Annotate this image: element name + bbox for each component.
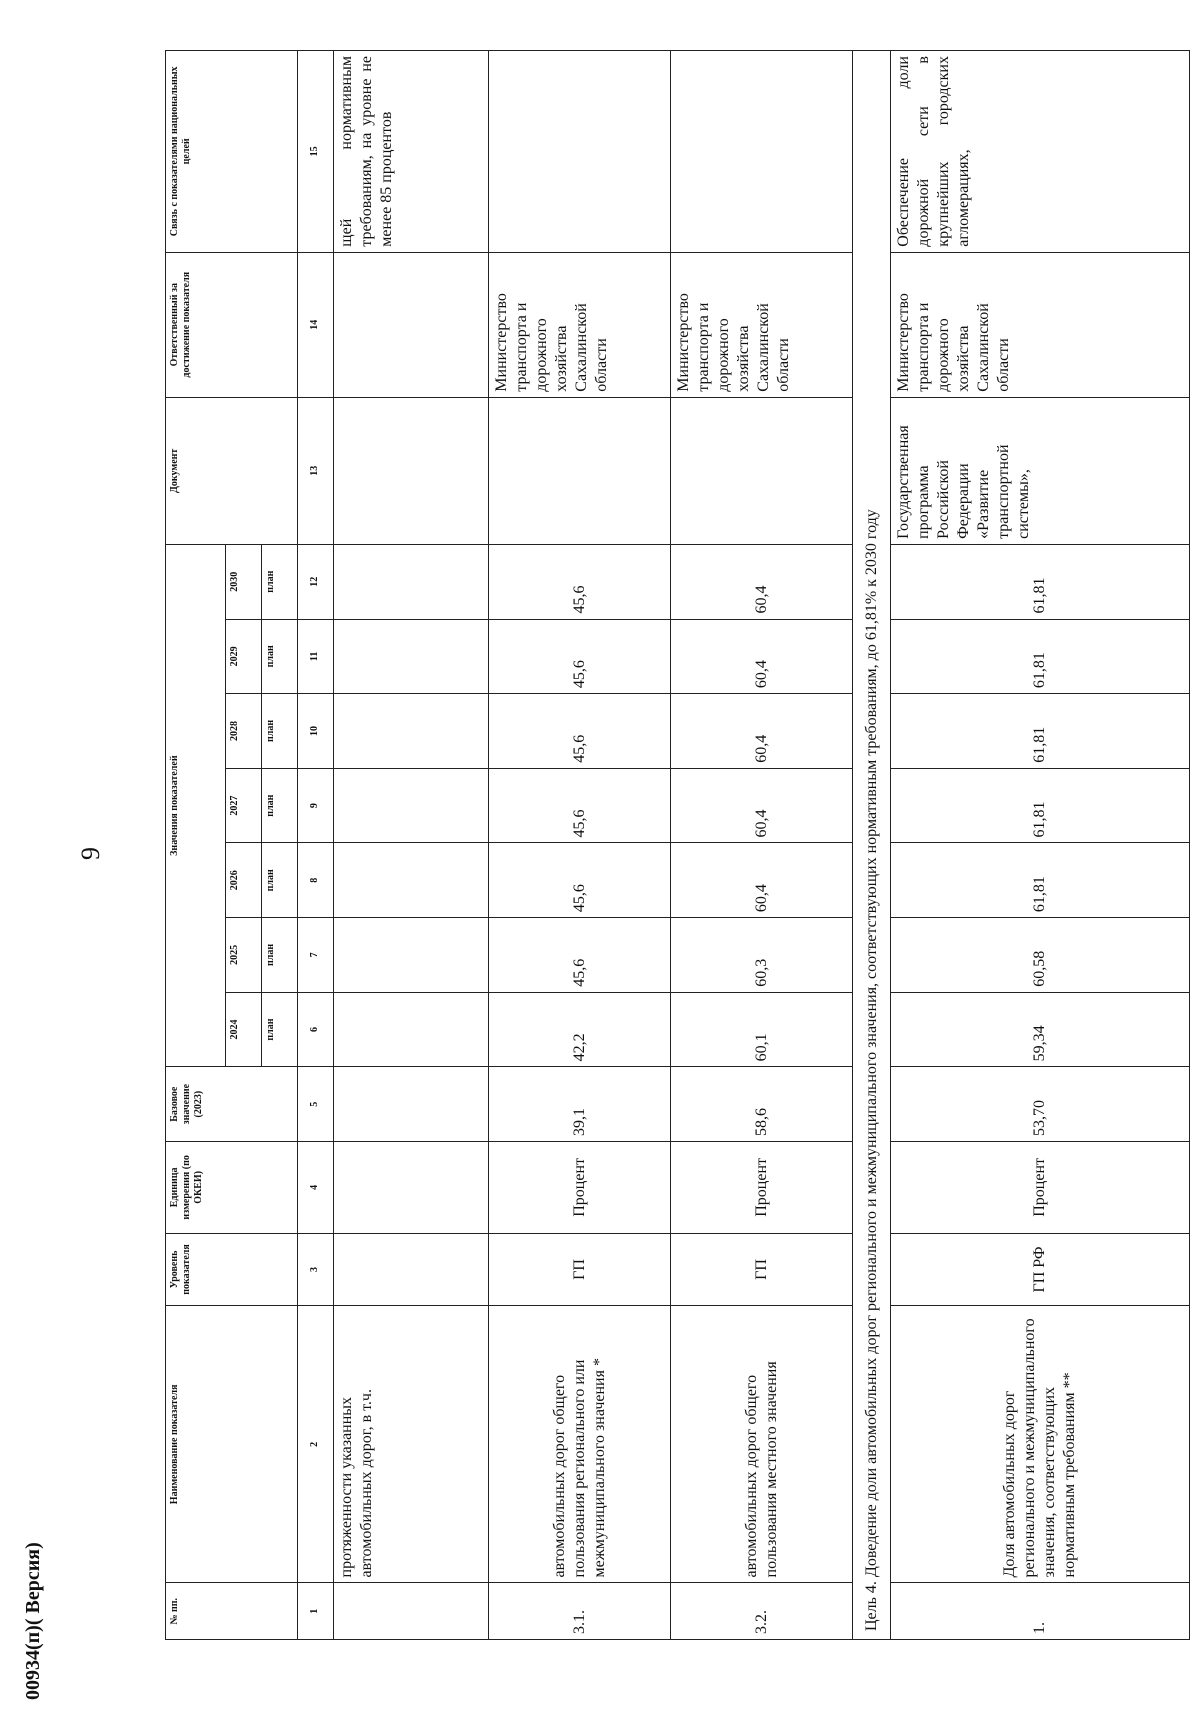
row-unit: Процент <box>891 1142 1190 1234</box>
row-value: 60,1 <box>671 992 853 1067</box>
row-link <box>489 51 671 253</box>
page-number: 9 <box>76 847 105 860</box>
row-value: 45,6 <box>489 694 671 769</box>
header-name: Наименование показателя <box>166 1306 298 1583</box>
row-document: Государственная программа Российской Федерации «Развитие транспортной системы», <box>891 397 1190 544</box>
row-num: 3.2. <box>671 1583 853 1640</box>
header-values: Значения показателей <box>166 544 226 1066</box>
row-name: автомобильных дорог общего пользования местного значения <box>671 1306 853 1583</box>
row-value <box>334 694 489 769</box>
column-number: 8 <box>298 843 334 918</box>
column-number: 10 <box>298 694 334 769</box>
year-header: 2024 <box>226 992 262 1067</box>
row-name: Доля автомобильных дорог регионального и межмуниципального значения, соответствующих нормативным требованиям ** <box>891 1306 1190 1583</box>
row-link: щей нормативным требованиям, на уровне не менее 85 процентов <box>334 51 489 253</box>
rotated-table-container <box>165 50 1190 1640</box>
row-value <box>334 768 489 843</box>
row-value: 60,4 <box>671 843 853 918</box>
row-value: 45,6 <box>489 918 671 993</box>
row-level: ГП <box>489 1233 671 1306</box>
header-link: Связь с показателями национальных целей <box>166 51 298 253</box>
row-value <box>334 992 489 1067</box>
row-num: 3.1. <box>489 1583 671 1640</box>
row-value <box>334 544 489 619</box>
column-number: 14 <box>298 252 334 397</box>
row-value: 59,34 <box>891 992 1190 1067</box>
row-document <box>671 397 853 544</box>
goal-4-title: Цель 4. Доведение доли автомобильных дорог регионального и межмуниципального значения, соответствующих нормативным требованиям, до 61,81% к 2030 году <box>853 51 891 1640</box>
row-value: 45,6 <box>489 768 671 843</box>
year-header: 2026 <box>226 843 262 918</box>
header-unit: Единица измерения (по ОКЕИ) <box>166 1142 298 1234</box>
year-header: 2030 <box>226 544 262 619</box>
plan-label: план <box>262 544 298 619</box>
plan-label: план <box>262 768 298 843</box>
row-value: 60,3 <box>671 918 853 993</box>
column-number: 7 <box>298 918 334 993</box>
row-name: автомобильных дорог общего пользования регионального или межмуниципального значения * <box>489 1306 671 1583</box>
row-responsible: Министерство транспорта и дорожного хозяйства Сахалинской области <box>489 252 671 397</box>
row-value: 60,4 <box>671 768 853 843</box>
column-number: 9 <box>298 768 334 843</box>
row-base: 58,6 <box>671 1067 853 1142</box>
indicators-table <box>165 50 1190 1640</box>
row-base <box>334 1067 489 1142</box>
row-unit: Процент <box>671 1142 853 1234</box>
table-row <box>489 51 671 1640</box>
row-base: 39,1 <box>489 1067 671 1142</box>
row-document <box>334 397 489 544</box>
column-number: 3 <box>298 1233 334 1306</box>
plan-label: план <box>262 619 298 694</box>
column-number: 5 <box>298 1067 334 1142</box>
column-number: 6 <box>298 992 334 1067</box>
plan-label: план <box>262 918 298 993</box>
row-value: 42,2 <box>489 992 671 1067</box>
row-value: 61,81 <box>891 544 1190 619</box>
row-link: Обеспечение доли дорожной сети в крупнейших городских агломерациях, <box>891 51 1190 253</box>
column-number: 11 <box>298 619 334 694</box>
column-number: 4 <box>298 1142 334 1234</box>
row-num <box>334 1583 489 1640</box>
row-num: 1. <box>891 1583 1190 1640</box>
row-value: 61,81 <box>891 843 1190 918</box>
table-row <box>671 51 853 1640</box>
row-unit: Процент <box>489 1142 671 1234</box>
row-responsible: Министерство транспорта и дорожного хозяйства Сахалинской области <box>671 252 853 397</box>
row-level: ГП РФ <box>891 1233 1190 1306</box>
row-value: 60,58 <box>891 918 1190 993</box>
column-number: 15 <box>298 51 334 253</box>
header-document: Документ <box>166 397 298 544</box>
table-row <box>334 51 489 1640</box>
column-number: 1 <box>298 1583 334 1640</box>
row-unit <box>334 1142 489 1234</box>
table-row <box>891 51 1190 1640</box>
row-value: 45,6 <box>489 843 671 918</box>
plan-label: план <box>262 843 298 918</box>
row-link <box>671 51 853 253</box>
row-responsible: Министерство транспорта и дорожного хозяйства Сахалинской области <box>891 252 1190 397</box>
row-value: 60,4 <box>671 544 853 619</box>
document-code: 00934(п)( Версия) <box>22 1542 44 1700</box>
row-document <box>489 397 671 544</box>
goal-row <box>853 51 891 1640</box>
row-level <box>334 1233 489 1306</box>
row-value: 61,81 <box>891 768 1190 843</box>
year-header: 2027 <box>226 768 262 843</box>
header-num: № пп. <box>166 1583 298 1640</box>
row-value <box>334 843 489 918</box>
row-value: 60,4 <box>671 619 853 694</box>
column-number: 2 <box>298 1306 334 1583</box>
row-responsible <box>334 252 489 397</box>
row-value: 45,6 <box>489 544 671 619</box>
row-level: ГП <box>671 1233 853 1306</box>
year-header: 2025 <box>226 918 262 993</box>
row-value: 60,4 <box>671 694 853 769</box>
row-value <box>334 619 489 694</box>
column-number: 12 <box>298 544 334 619</box>
row-value: 45,6 <box>489 619 671 694</box>
plan-label: план <box>262 992 298 1067</box>
row-base: 53,70 <box>891 1067 1190 1142</box>
header-base: Базовое значение (2023) <box>166 1067 298 1142</box>
row-value: 61,81 <box>891 694 1190 769</box>
header-level: Уровень показателя <box>166 1233 298 1306</box>
year-header: 2029 <box>226 619 262 694</box>
plan-label: план <box>262 694 298 769</box>
row-value: 61,81 <box>891 619 1190 694</box>
column-number: 13 <box>298 397 334 544</box>
header-responsible: Ответственный за достижение показателя <box>166 252 298 397</box>
year-header: 2028 <box>226 694 262 769</box>
row-name: протяженности указанных автомобильных дорог, в т.ч. <box>334 1306 489 1583</box>
row-value <box>334 918 489 993</box>
